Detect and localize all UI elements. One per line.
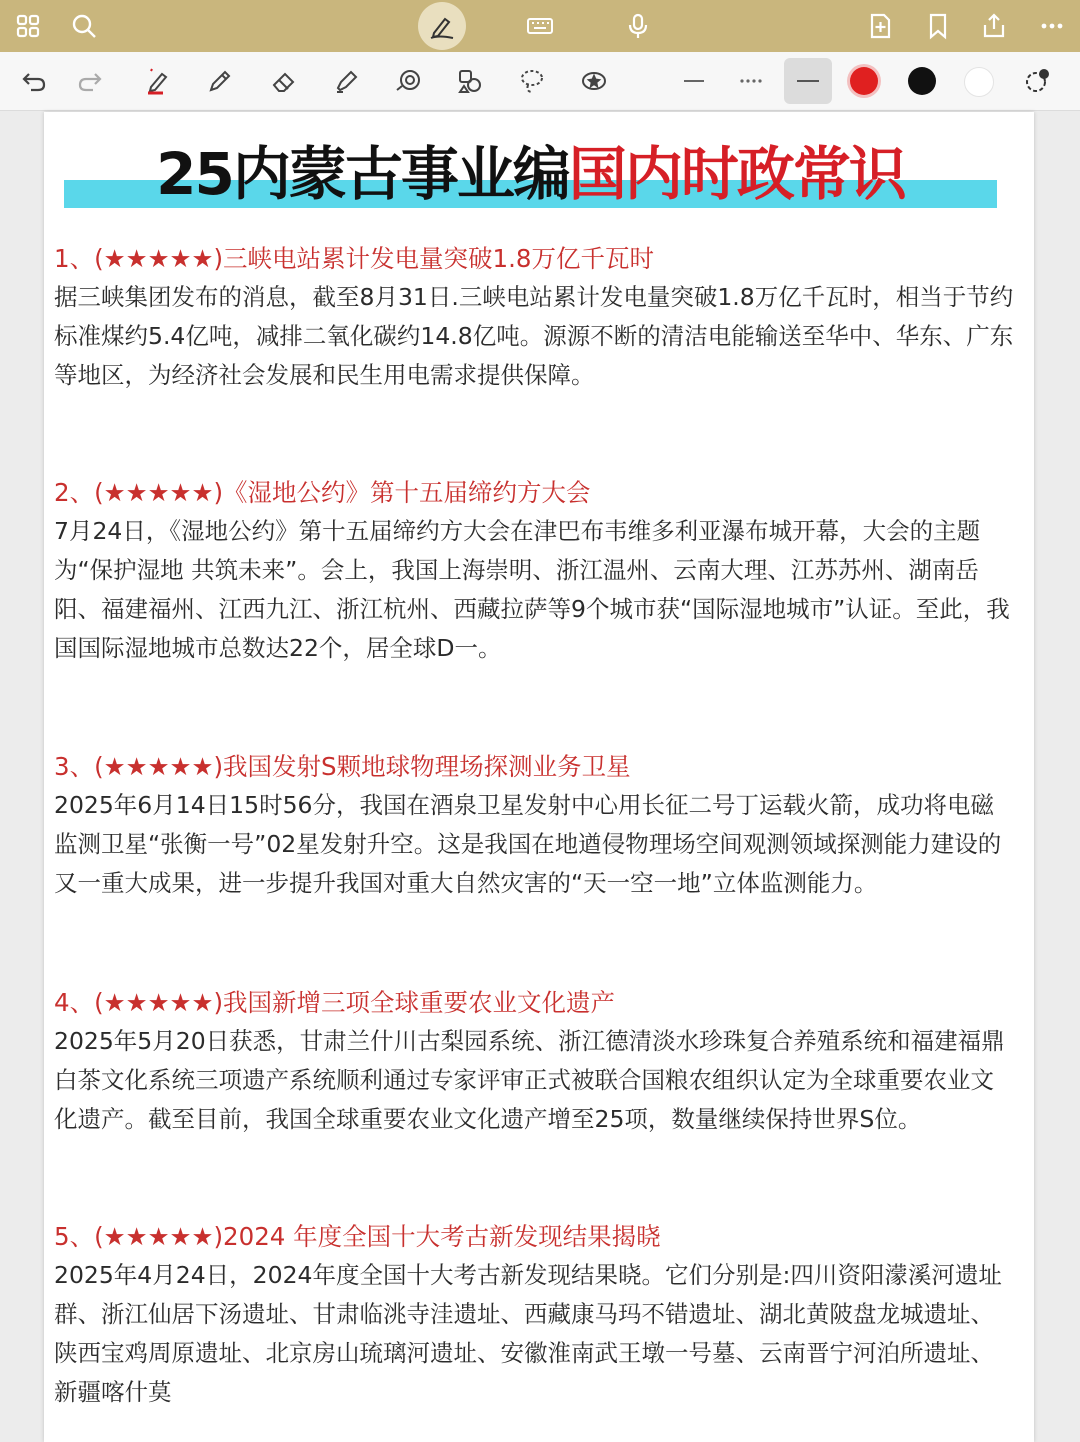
top-app-bar bbox=[0, 0, 1080, 52]
undo-icon[interactable] bbox=[12, 59, 56, 103]
news-heading: 2、(★★★★★)《湿地公约》第十五届缔约方大会 bbox=[54, 478, 591, 507]
news-heading: 1、(★★★★★)三峡电站累计发电量突破1.8万亿千瓦时 bbox=[54, 244, 654, 273]
drawing-toolbar bbox=[0, 52, 1080, 111]
news-heading: 3、(★★★★★)我国发射S颗地球物理场探测业务卫星 bbox=[54, 752, 631, 781]
share-icon[interactable] bbox=[972, 4, 1016, 48]
element-icon[interactable] bbox=[448, 59, 492, 103]
page-title bbox=[64, 134, 997, 214]
line-dotted-icon[interactable] bbox=[728, 59, 772, 103]
news-item-3 bbox=[54, 748, 1016, 903]
title-red-part: 国内时政常识 bbox=[568, 140, 905, 208]
line-selected-icon[interactable] bbox=[784, 58, 832, 104]
note-page[interactable] bbox=[44, 112, 1034, 1442]
keyboard-icon[interactable] bbox=[518, 4, 562, 48]
pencil-icon[interactable] bbox=[198, 59, 242, 103]
title-black-part: 25内蒙古事业编 bbox=[156, 140, 569, 208]
news-body: 2025年6月14日15时56分，我国在酒泉卫星发射中心用长征二号丁运载火箭，成功将电磁监测卫星“张衡一号”02星发射升空。这是我国在地遒侵物理场空间观测领域探测能力建设的又一重大成果，进一步提升我国对重大自然灾害的“天一空一地”立体监测能力。 bbox=[54, 791, 1002, 897]
news-body: 7月24日，《湿地公约》第十五届缔约方大会在津巴布韦维多利亚瀑布城开幕，大会的主题为“保护湿地 共筑未来”。会上，我国上海崇明、浙江温州、云南大理、江苏苏州、湖南岳阳、福建福州、江西九江、浙江杭州、西藏拉萨等9个城市获“国际湿地城市”认证。至此，我国国际湿地城市总数达22个，居全球D一。 bbox=[54, 517, 1010, 662]
shape-icon[interactable] bbox=[386, 59, 430, 103]
news-item-1 bbox=[54, 240, 1016, 395]
news-body: 2025年5月20日获悉，甘肃兰什川古梨园系统、浙江德清淡水珍珠复合养殖系统和福建福鼎白茶文化系统三项遗产系统顺利通过专家评审正式被联合国粮农组织认定为全球重要农业文化遗产。截至目前，我国全球重要农业文化遗产增至25项，数量继续保持世界S位。 bbox=[54, 1027, 1005, 1133]
highlighter-icon[interactable] bbox=[324, 59, 368, 103]
lasso-icon[interactable] bbox=[510, 59, 554, 103]
search-icon[interactable] bbox=[62, 4, 106, 48]
news-heading: 4、(★★★★★)我国新增三项全球重要农业文化遗产 bbox=[54, 988, 616, 1017]
news-item-4 bbox=[54, 984, 1016, 1139]
more-icon[interactable] bbox=[1030, 4, 1074, 48]
color-white-swatch[interactable] bbox=[964, 67, 994, 97]
color-red-swatch[interactable] bbox=[850, 67, 878, 95]
pen-mode-icon[interactable] bbox=[418, 2, 466, 50]
fountain-pen-icon[interactable] bbox=[136, 59, 180, 103]
line-solid-icon[interactable] bbox=[672, 59, 716, 103]
eraser-icon[interactable] bbox=[262, 59, 306, 103]
news-body: 据三峡集团发布的消息，截至8月31日.三峡电站累计发电量突破1.8万亿千瓦时，相当于节约标准煤约5.4亿吨，减排二氧化碳约14.8亿吨。源源不断的清洁电能输送至华中、华东、广东等地区，为经济社会发展和民生用电需求提供保障。 bbox=[54, 283, 1014, 389]
microphone-icon[interactable] bbox=[616, 4, 660, 48]
color-black-swatch[interactable] bbox=[908, 67, 936, 95]
redo-icon[interactable] bbox=[68, 59, 112, 103]
news-body: 2025年4月24日，2024年度全国十大考古新发现结果晓。它们分别是:四川资阳濛溪河遗址群、浙江仙居下汤遗址、甘肃临洮寺洼遗址、西藏康马玛不错遗址、湖北黄陂盘龙城遗址、陕西宝鸡周原遗址、北京房山琉璃河遗址、安徽淮南武王墩一号墓、云南晋宁河泊所遗址、新疆喀什莫 bbox=[54, 1261, 1002, 1406]
grid-icon[interactable] bbox=[6, 4, 50, 48]
bookmark-icon[interactable] bbox=[916, 4, 960, 48]
sticker-icon[interactable] bbox=[572, 59, 616, 103]
add-color-icon[interactable] bbox=[1014, 59, 1058, 103]
news-item-5 bbox=[54, 1218, 1016, 1412]
news-item-2 bbox=[54, 474, 1016, 668]
add-page-icon[interactable] bbox=[858, 4, 902, 48]
news-heading: 5、(★★★★★)2024 年度全国十大考古新发现结果揭晓 bbox=[54, 1222, 661, 1251]
